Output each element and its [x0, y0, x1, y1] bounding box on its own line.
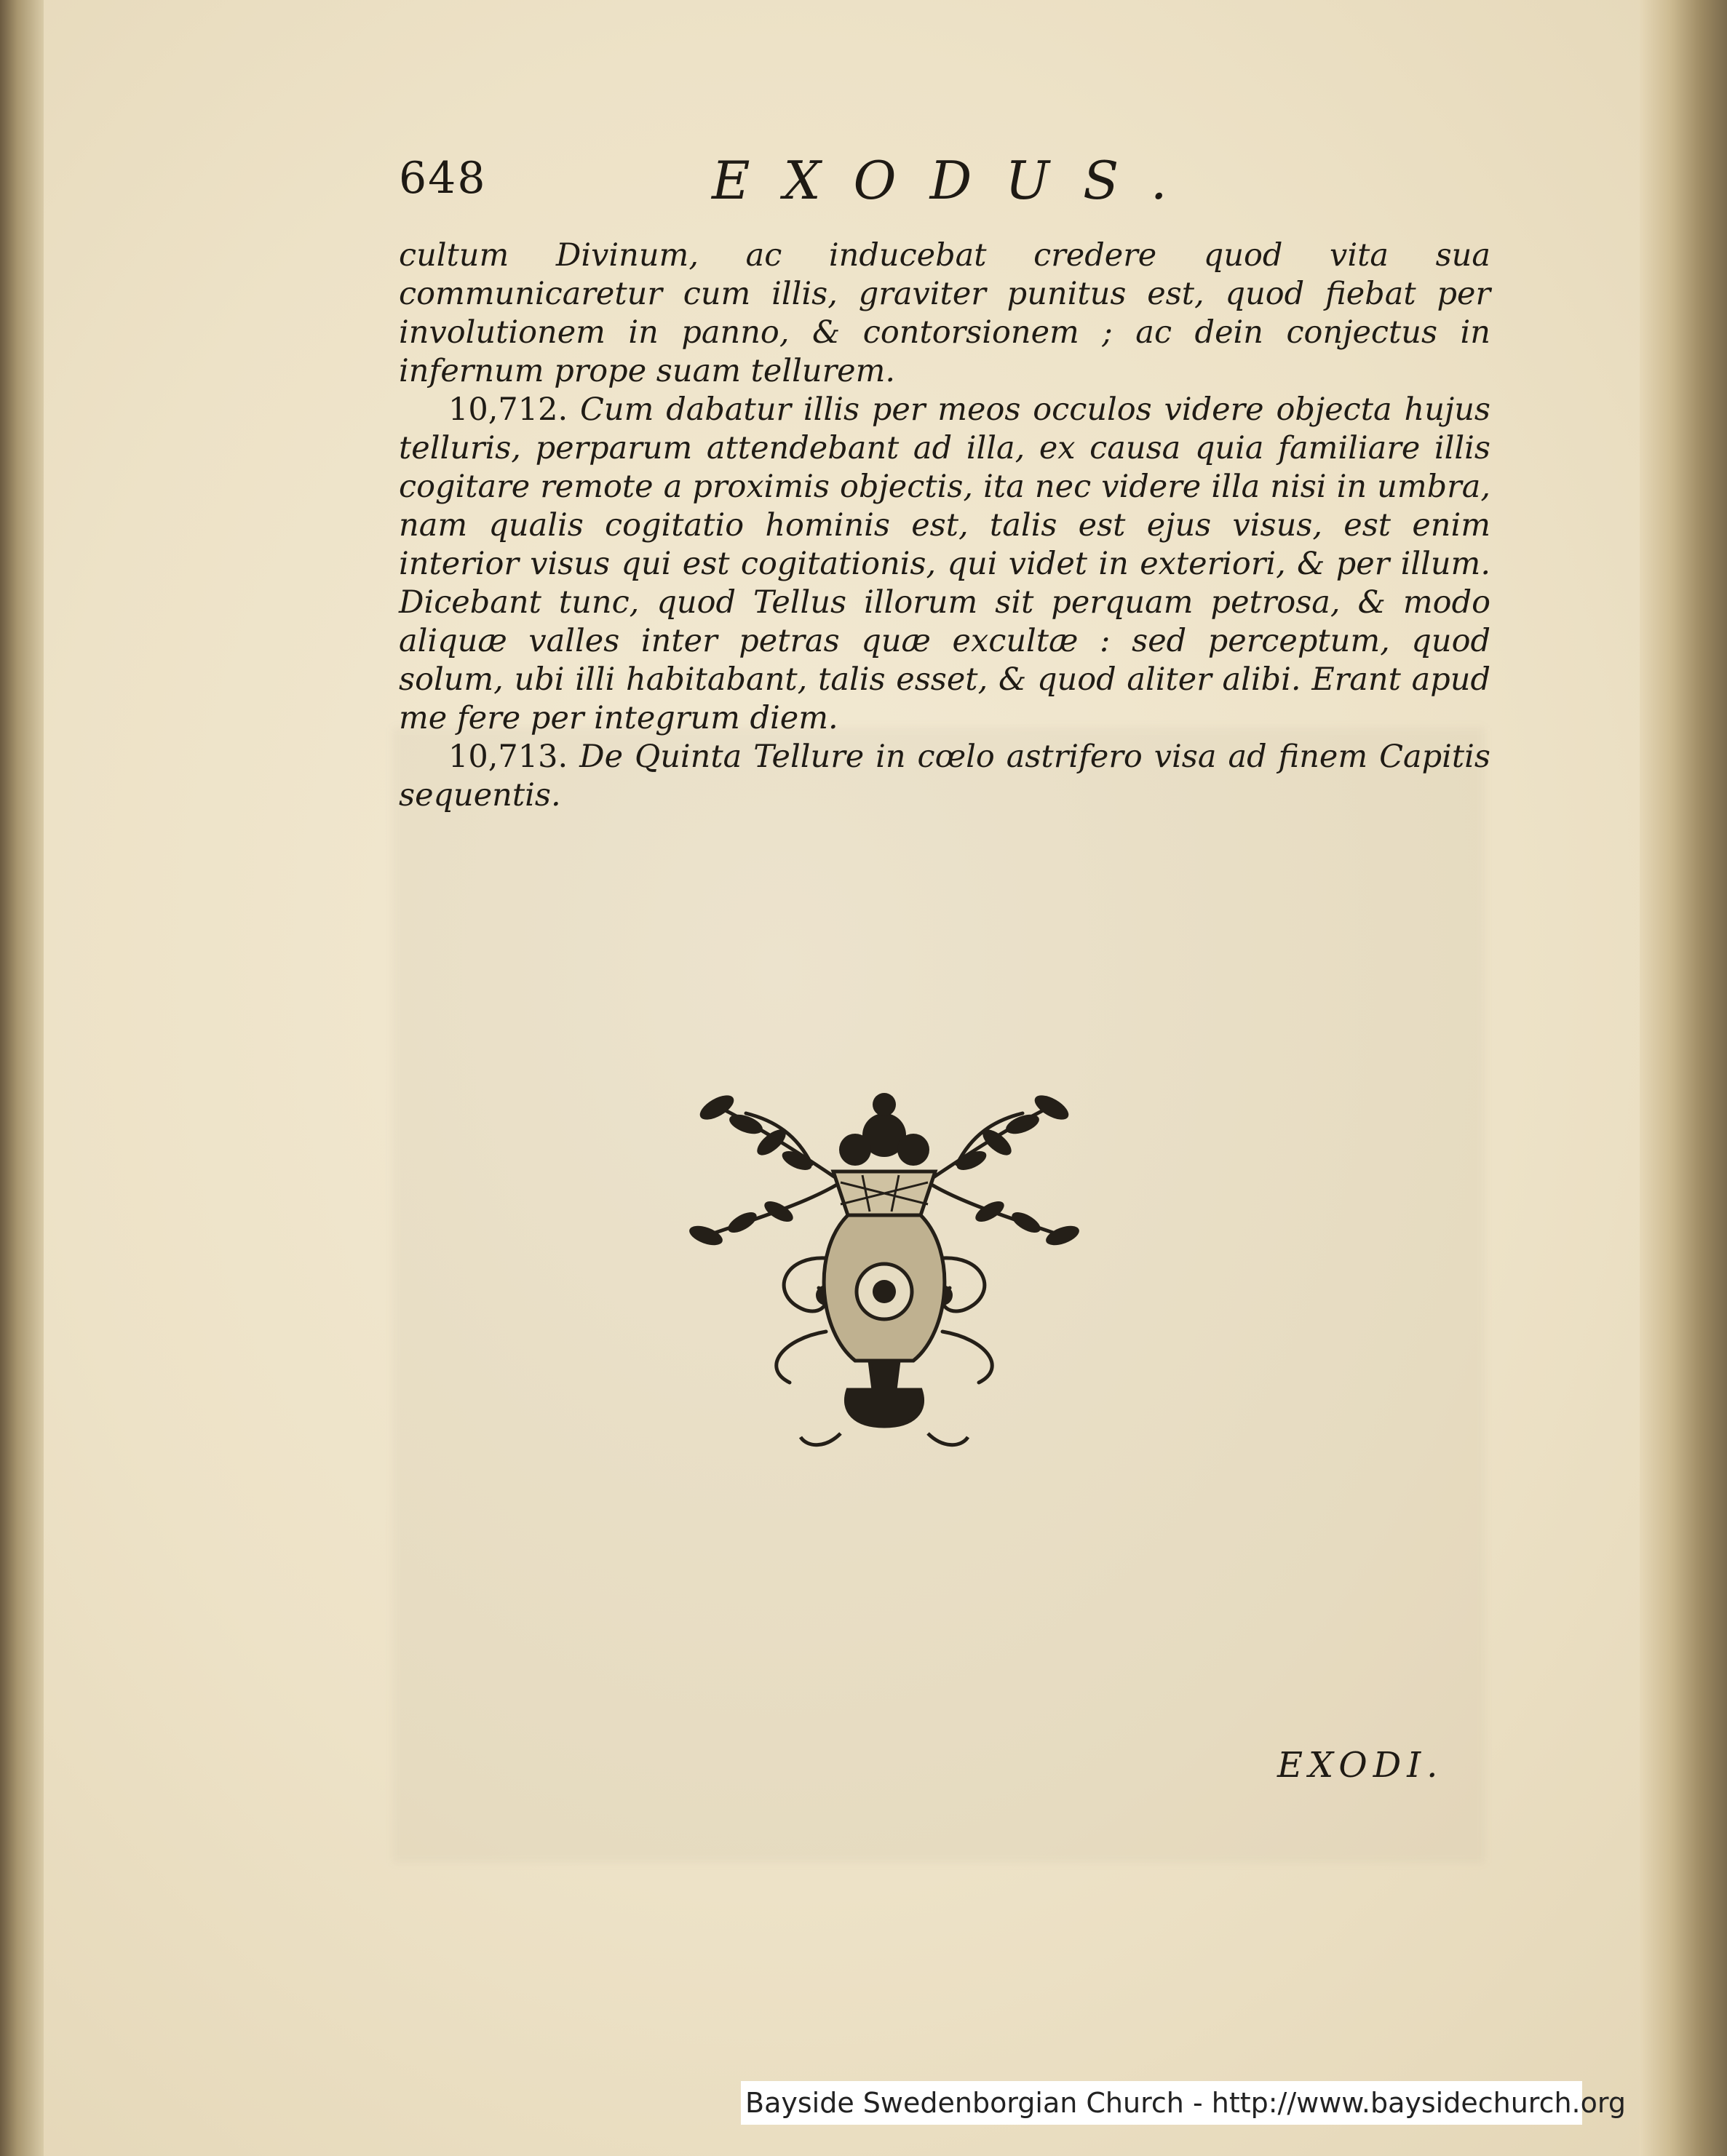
paragraph-continuation: [399, 236, 1490, 391]
paragraph-number: 10,712.: [448, 391, 568, 428]
page-header: [399, 146, 1490, 226]
body-text: [399, 236, 1490, 815]
watermark-credit: Bayside Swedenborgian Church - http://www.baysidechurch.org: [741, 2081, 1582, 2125]
page-number: 648: [399, 153, 487, 204]
paragraph-text: Cum dabatur illis per meos occulos videre objecta hujus telluris, perparum attendebant ad illa, ex causa quia familiare illis cogitare remote a proximis objectis, ita nec videre illa nisi in umbra, nam qualis cogitatio hominis est, talis est ejus visus, est enim interior visus qui est cogitationis, qui videt in exteriori, & per illum. Dicebant tunc, quod Tellus illorum sit perquam petrosa, & modo aliquæ valles inter petras quæ excultæ : sed perceptum, quod solum, ubi illi habitabant, talis esset, & quod aliter alibi. Erant apud me fere per integrum diem.: [399, 391, 1490, 736]
paragraph-number: 10,713.: [448, 739, 568, 775]
closing-word: EXODI.: [1277, 1745, 1444, 1786]
floral-urn-ornament-icon: [651, 1091, 1117, 1455]
paragraph-text: De Quinta Tellure in cœlo astrifero visa ad finem Capitis sequentis.: [399, 739, 1490, 814]
paragraph-10713: [399, 738, 1490, 815]
running-head: EXODUS.: [712, 150, 1201, 211]
paragraph-text: cultum Divinum, ac inducebat credere quod vita sua communicaretur cum illis, graviter punitus est, quod fiebat per involutionem in panno, & contorsionem ; ac dein conjectus in infernum prope suam tellurem.: [399, 237, 1490, 389]
paragraph-10712: [399, 391, 1490, 738]
book-binding-left: [0, 0, 44, 2156]
book-binding-right: [1640, 0, 1727, 2156]
